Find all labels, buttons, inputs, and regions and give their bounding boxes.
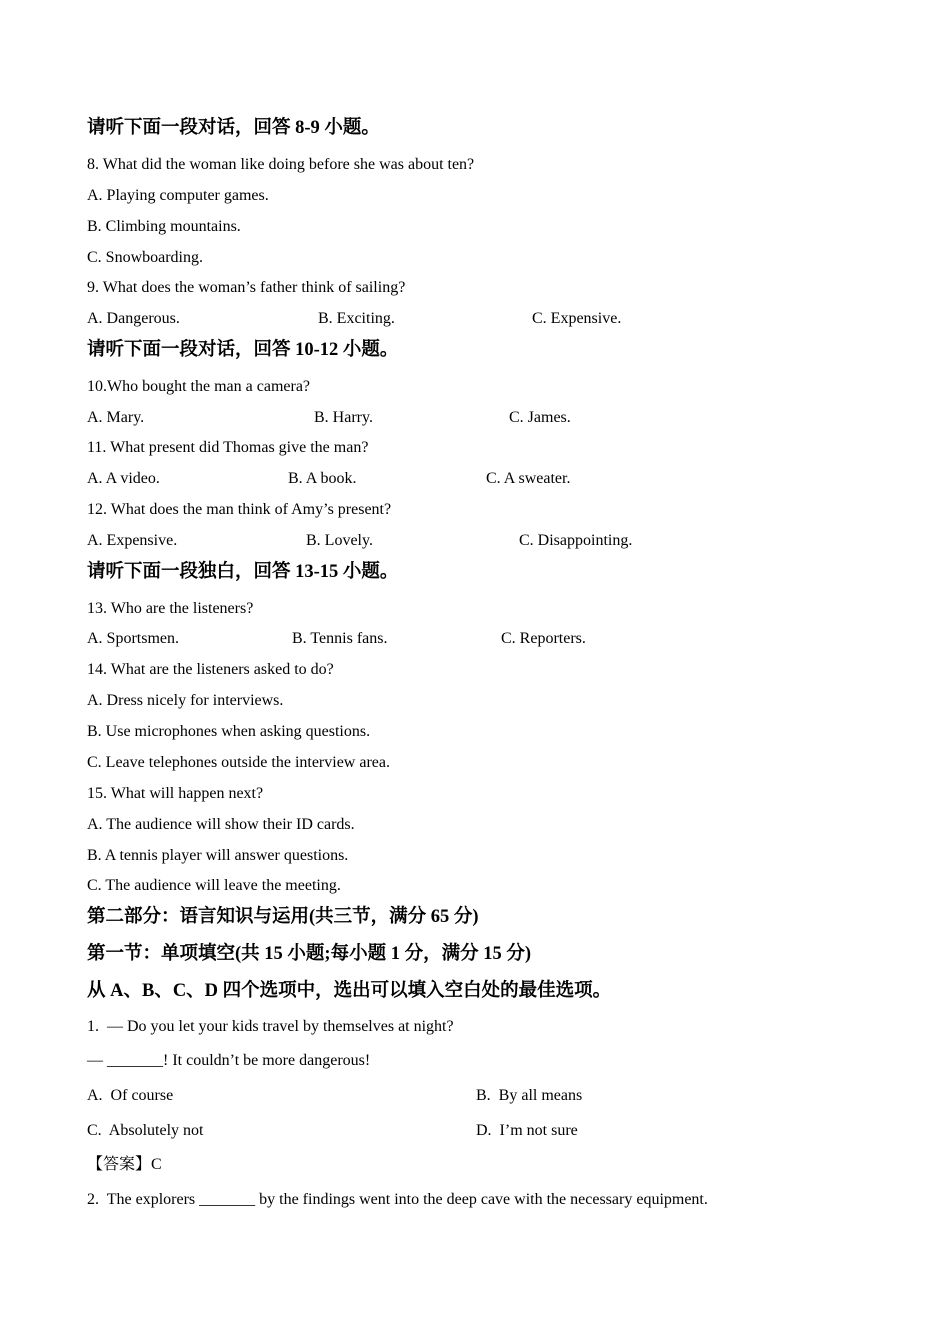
mc-question-1-option-a: A. Of course	[87, 1087, 174, 1104]
question-10-stem: 10.Who bought the man a camera?	[87, 378, 311, 395]
question-8-option-b: B. Climbing mountains.	[87, 218, 241, 235]
question-10-option-a: A. Mary.	[87, 409, 145, 426]
mc-question-1-options-row-1	[0, 1086, 950, 1106]
part2-title: 第二部分：语言知识与运用(共三节，满分 65 分)	[87, 907, 479, 927]
question-10-option-b: B. Harry.	[314, 409, 373, 426]
question-11-options	[0, 469, 950, 489]
mc-question-1-options-row-2	[0, 1121, 950, 1141]
question-10-option-c: C. James.	[509, 409, 571, 426]
question-8-stem: 8. What did the woman like doing before she was about ten?	[87, 156, 475, 173]
listening-heading-10-12: 请听下面一段对话，回答 10-12 小题。	[87, 340, 399, 360]
question-13-options	[0, 629, 950, 649]
listening-heading-13-15: 请听下面一段独白，回答 13-15 小题。	[87, 562, 399, 582]
question-8-option-a: A. Playing computer games.	[87, 187, 269, 204]
question-12-options	[0, 531, 950, 551]
question-8-option-c: C. Snowboarding.	[87, 249, 203, 266]
question-9-stem: 9. What does the woman’s father think of sailing?	[87, 279, 406, 296]
part2-section1-title: 第一节：单项填空(共 15 小题;每小题 1 分，满分 15 分)	[87, 944, 531, 964]
mc-question-1-stem: 1. — Do you let your kids travel by themselves at night?	[87, 1018, 454, 1035]
question-12-stem: 12. What does the man think of Amy’s present?	[87, 501, 392, 518]
question-9-option-a: A. Dangerous.	[87, 310, 180, 327]
question-9-option-b: B. Exciting.	[318, 310, 395, 327]
question-15-option-c: C. The audience will leave the meeting.	[87, 877, 341, 894]
mc-question-1-option-c: C. Absolutely not	[87, 1122, 204, 1139]
question-13-option-b: B. Tennis fans.	[292, 630, 388, 647]
question-12-option-a: A. Expensive.	[87, 532, 178, 549]
question-14-option-a: A. Dress nicely for interviews.	[87, 692, 284, 709]
question-12-option-c: C. Disappointing.	[519, 532, 633, 549]
question-14-option-c: C. Leave telephones outside the interview area.	[87, 754, 390, 771]
question-14-stem: 14. What are the listeners asked to do?	[87, 661, 334, 678]
question-15-stem: 15. What will happen next?	[87, 785, 264, 802]
mc-question-1-reply: — _______! It couldn’t be more dangerous!	[87, 1052, 371, 1069]
question-11-option-b: B. A book.	[288, 470, 357, 487]
question-10-options	[0, 408, 950, 428]
question-13-stem: 13. Who are the listeners?	[87, 600, 254, 617]
mc-question-1-option-d: D. I’m not sure	[476, 1122, 578, 1139]
mc-question-1-answer: 【答案】C	[87, 1156, 162, 1173]
question-9-options	[0, 309, 950, 329]
question-15-option-a: A. The audience will show their ID cards.	[87, 816, 355, 833]
listening-heading-8-9: 请听下面一段对话，回答 8-9 小题。	[87, 118, 380, 138]
part2-instruction: 从 A、B、C、D 四个选项中，选出可以填入空白处的最佳选项。	[87, 981, 612, 1001]
question-14-option-b: B. Use microphones when asking questions.	[87, 723, 371, 740]
question-15-option-b: B. A tennis player will answer questions.	[87, 847, 349, 864]
question-12-option-b: B. Lovely.	[306, 532, 373, 549]
mc-question-1-option-b: B. By all means	[476, 1087, 583, 1104]
question-11-stem: 11. What present did Thomas give the man?	[87, 439, 369, 456]
question-11-option-c: C. A sweater.	[486, 470, 571, 487]
question-13-option-c: C. Reporters.	[501, 630, 586, 647]
question-11-option-a: A. A video.	[87, 470, 160, 487]
question-13-option-a: A. Sportsmen.	[87, 630, 179, 647]
mc-question-2-stem: 2. The explorers _______ by the findings went into the deep cave with the necessary equipment.	[87, 1191, 708, 1208]
question-9-option-c: C. Expensive.	[532, 310, 622, 327]
